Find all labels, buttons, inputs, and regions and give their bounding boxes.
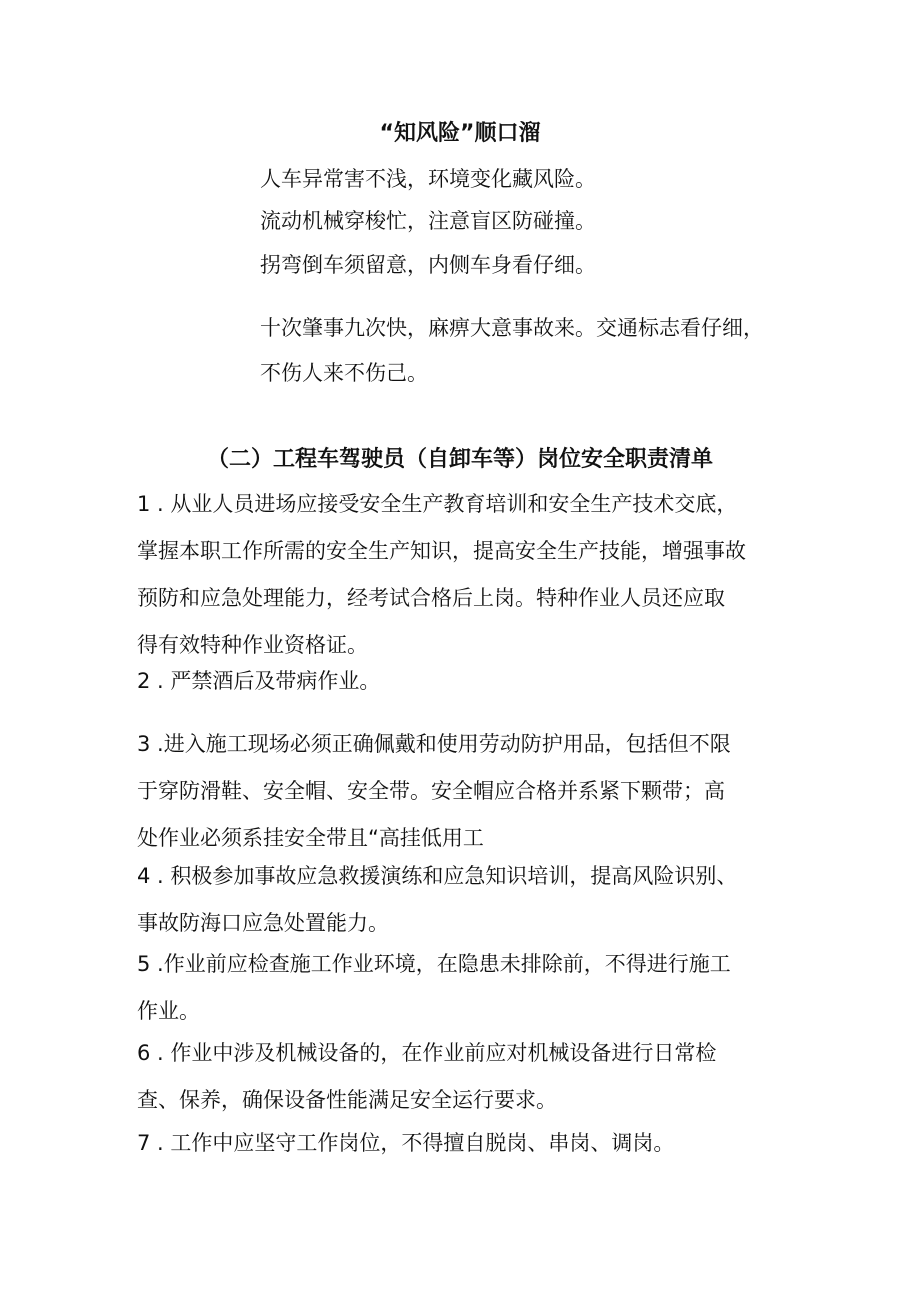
duty-item-1 xyxy=(137,481,797,669)
duty-item-5-line-1: 5 .作业前应检查施工作业环境，在隐患未排除前，不得进行施工 xyxy=(137,952,731,976)
duty-item-2-line-1: 2 . 严禁酒后及带病作业。 xyxy=(137,669,381,693)
duty-item-2 xyxy=(137,658,797,705)
rhyme-line-3: 拐弯倒车须留意，内侧车身看仔细。 xyxy=(260,253,596,277)
duty-list-title: （二）工程车驾驶员（自卸车等）岗位安全职责清单 xyxy=(206,447,713,472)
duty-item-3-line-2: 于穿防滑鞋、安全帽、安全带。安全帽应合格并系紧下颗带；高 xyxy=(137,779,725,803)
rhyme-line-5: 不伤人来不伤己。 xyxy=(260,361,428,385)
duty-item-6 xyxy=(137,1030,797,1124)
duty-item-1-line-3: 预防和应急处理能力，经考试合格后上岗。特种作业人员还应取 xyxy=(137,586,725,610)
duty-item-1-line-4: 得有效特种作业资格证。 xyxy=(137,633,368,657)
duty-item-3 xyxy=(137,721,797,862)
duty-item-1-line-2: 掌握本职工作所需的安全生产知识，提高安全生产技能，增强事故 xyxy=(137,539,746,563)
rhyme-line-1: 人车异常害不浅，环境变化藏风险。 xyxy=(260,167,596,191)
rhyme-line-4: 十次肇事九次快，麻痹大意事故来。交通标志看仔细， xyxy=(260,316,764,340)
duty-item-4-line-2: 事故防海口应急处置能力。 xyxy=(137,911,389,935)
rhyme-title: “知风险”顺口溜 xyxy=(379,121,541,146)
duty-item-5-line-2: 作业。 xyxy=(137,999,200,1023)
duty-item-1-line-1: 1 . 从业人员进场应接受安全生产教育培训和安全生产技术交底， xyxy=(137,492,738,516)
duty-item-7 xyxy=(137,1120,797,1167)
duty-item-6-line-2: 查、保养，确保设备性能满足安全运行要求。 xyxy=(137,1088,557,1112)
duty-item-6-line-1: 6 . 作业中涉及机械设备的，在作业前应对机械设备进行日常检 xyxy=(137,1041,717,1065)
duty-item-3-line-3: 处作业必须系挂安全带且“高挂低用工 xyxy=(137,826,484,850)
duty-item-5 xyxy=(137,941,797,1035)
duty-item-4 xyxy=(137,853,797,947)
duty-item-3-line-1: 3 .进入施工现场必须正确佩戴和使用劳动防护用品，包括但不限 xyxy=(137,732,731,756)
duty-item-4-line-1: 4 . 积极参加事故应急救援演练和应急知识培训，提高风险识别、 xyxy=(137,864,738,888)
rhyme-line-2: 流动机械穿梭忙，注意盲区防碰撞。 xyxy=(260,209,596,233)
duty-item-7-line-1: 7 . 工作中应坚守工作岗位，不得擅自脱岗、串岗、调岗。 xyxy=(137,1131,675,1155)
